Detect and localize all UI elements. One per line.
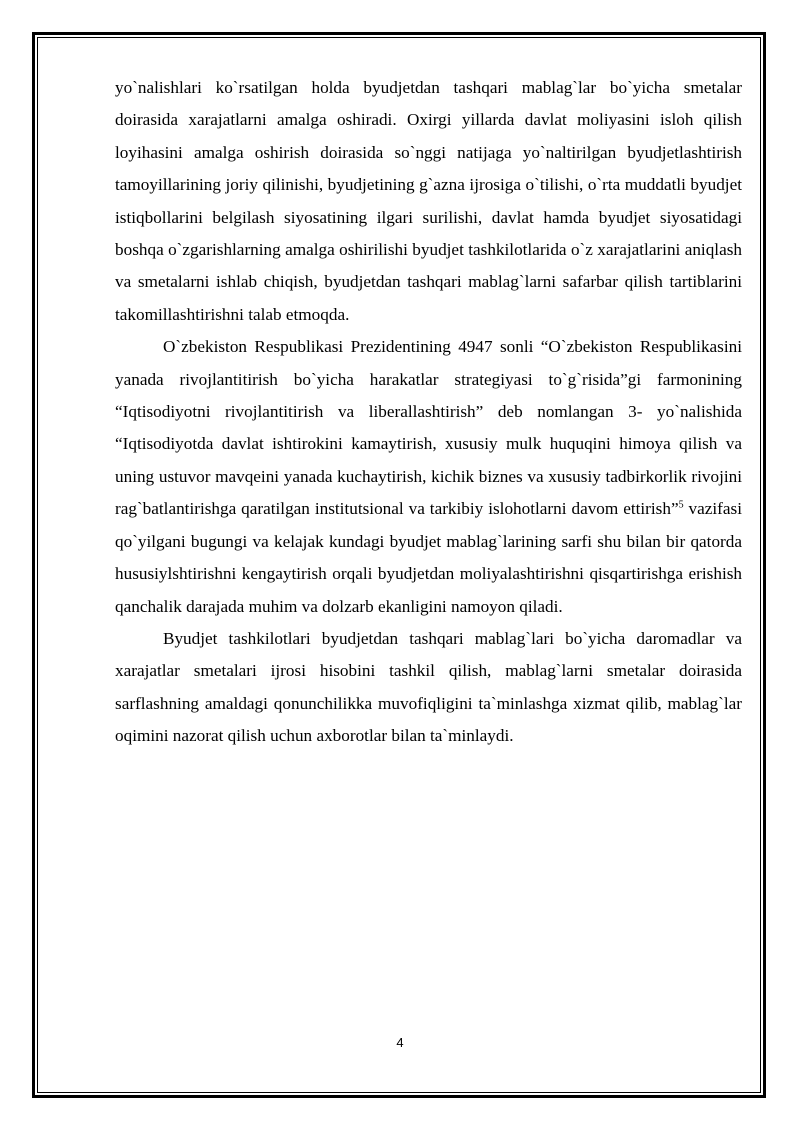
paragraph-1: yo`nalishlari ko`rsatilgan holda byudjetdan tashqari mablag`lar bo`yicha smetalar doirasida xarajatlarni amalga oshiradi. Oxirgi yillarda davlat moliyasini isloh qilish loyihasini amalga oshirish doirasida so`nggi natijaga yo`naltirilgan byudjetlashtirish tamoyillarining joriy qilinishi, byudjetining g`azna ijrosiga o`tilishi, o`rta muddatli byudjet istiqbollarini belgilash siyosatining ilgari surilishi, davlat hamda byudjet siyosatidagi boshqa o`zgarishlarning amalga oshirilishi byudjet tashkilotlarida o`z xarajatlarini aniqlash va smetalarni ishlab chiqish, byudjetdan tashqari mablag`larni safarbar qilish tartiblarini takomillashtirishni talab etmoqda. [115, 78, 742, 324]
document-body [115, 72, 742, 753]
footnote-reference[interactable]: 5 [678, 499, 684, 511]
paragraph-2 [115, 331, 742, 623]
paragraph-2-text-after: vazifasi qo`yilgani bugungi va kelajak kundagi byudjet mablag`larining sarfi shu bilan bir qatorda hususiylshtirishni kengaytirish orqali byudjetdan moliyalashtirishni qisqartirishga erishish qanchalik darajada muhim va dolzarb ekanligini namoyon qiladi. [115, 499, 742, 616]
paragraph-2-text-before: O`zbekiston Respublikasi Prezidentining 4947 sonli “O`zbekiston Respublikasini yanada rivojlantitirish bo`yicha harakatlar strategiyasi to`g`risida”gi farmonining “Iqtisodiyotni rivojlantitirish va liberallashtirish” deb nomlangan 3- yo`nalishida “Iqtisodiyotda davlat ishtirokini kamaytirish, xususiy mulk huquqini himoya qilish va uning ustuvor mavqeini yanada kuchaytirish, kichik biznes va xususiy tadbirkorlik rivojini rag`batlantirishga qaratilgan institutsional va tarkibiy islohotlarni davom ettirish” [115, 337, 742, 519]
page-number: 4 [396, 1035, 404, 1050]
paragraph-3: Byudjet tashkilotlari byudjetdan tashqari mablag`lari bo`yicha daromadlar va xarajatlar smetalari ijrosi hisobini tashkil qilish, mablag`larni smetalar doirasida sarflashning amaldagi qonunchilikka muvofiqligini ta`minlashga xizmat qilib, mablag`lar oqimini nazorat qilish uchun axborotlar bilan ta`minlaydi. [115, 628, 742, 746]
